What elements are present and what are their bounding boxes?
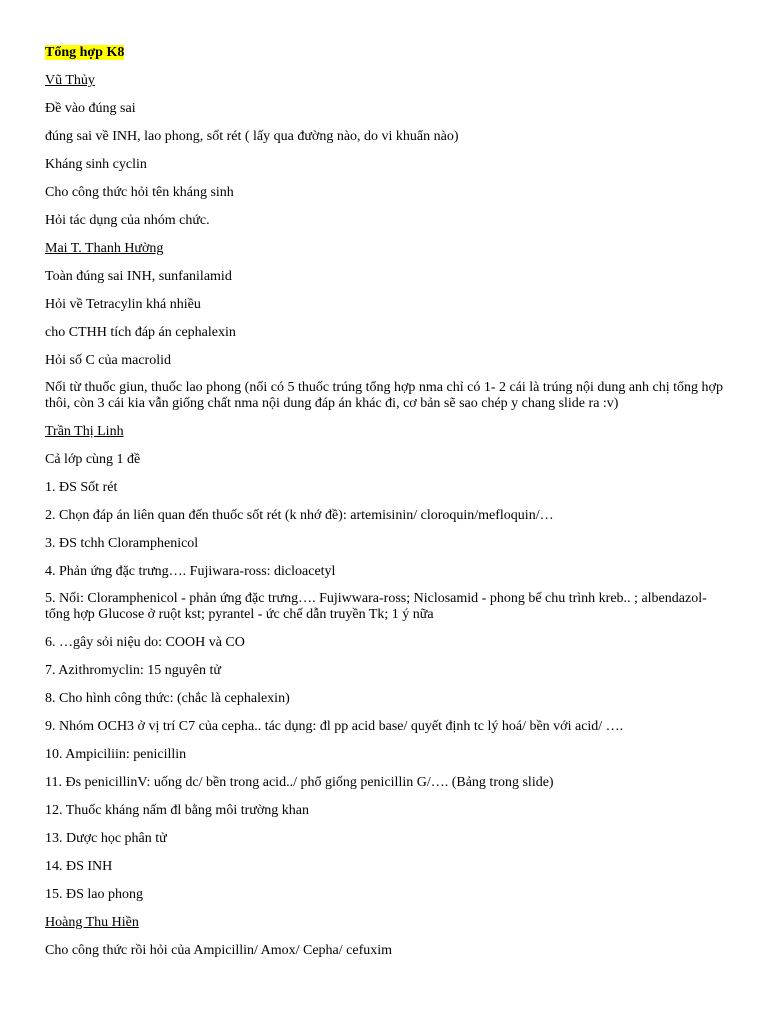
section-author: Hoàng Thu Hiền xyxy=(45,915,139,930)
section-author: Vũ Thủy xyxy=(45,73,95,88)
paragraph: Cho công thức hỏi tên kháng sinh xyxy=(45,185,234,200)
list-item: 14. ĐS INH xyxy=(45,859,113,874)
list-item: 10. Ampiciliin: penicillin xyxy=(45,747,187,762)
list-item: 3. ĐS tchh Cloramphenicol xyxy=(45,536,199,551)
paragraph: Cả lớp cùng 1 đề xyxy=(45,452,141,467)
paragraph: Hỏi số C của macrolid xyxy=(45,353,171,368)
document-title xyxy=(45,44,723,61)
list-item: 4. Phản ứng đặc trưng…. Fujiwara-ross: dicloacetyl xyxy=(45,564,336,579)
list-item: 15. ĐS lao phong xyxy=(45,887,143,902)
list-item: 12. Thuốc kháng nấm đl bằng môi trường khan xyxy=(45,803,309,818)
paragraph: Toàn đúng sai INH, sunfanilamid xyxy=(45,269,232,284)
paragraph: Kháng sinh cyclin xyxy=(45,157,147,172)
paragraph: Cho công thức rồi hỏi của Ampicillin/ Amox/ Cepha/ cefuxim xyxy=(45,943,393,958)
list-item: 9. Nhóm OCH3 ở vị trí C7 của cepha.. tác dụng: đl pp acid base/ quyết định tc lý hoá/ bền với acid/ …. xyxy=(45,719,624,734)
paragraph: Đề vào đúng sai xyxy=(45,101,136,116)
list-item: 7. Azithromyclin: 15 nguyên tử xyxy=(45,663,221,678)
paragraph: Hỏi tác dụng của nhóm chức. xyxy=(45,213,210,228)
paragraph: Hỏi về Tetracylin khá nhiều xyxy=(45,297,201,312)
list-item: 1. ĐS Sốt rét xyxy=(45,480,118,495)
list-item: 13. Dược học phân tử xyxy=(45,831,167,846)
list-item: 11. Đs penicillinV: uống dc/ bền trong acid../ phổ giống penicillin G/…. (Bảng trong slide) xyxy=(45,775,554,790)
document-title-text: Tổng hợp K8 xyxy=(45,45,125,60)
list-item: 5. Nối: Cloramphenicol - phản ứng đặc trưng…. Fujiwwara-ross; Niclosamid - phong bế chu trình kreb.. ; albendazol-tổng hợp Glucose ở ruột kst; pyrantel - ức chế dẫn truyền Tk; 1 ý nữa xyxy=(45,591,707,622)
list-item: 2. Chọn đáp án liên quan đến thuốc sốt rét (k nhớ đề): artemisinin/ cloroquin/mefloquin/… xyxy=(45,508,554,523)
section-author: Mai T. Thanh Hường xyxy=(45,241,164,256)
paragraph: cho CTHH tích đáp án cephalexin xyxy=(45,325,236,340)
section-author: Trần Thị Linh xyxy=(45,424,124,439)
list-item: 6. …gây sỏi niệu do: COOH và CO xyxy=(45,635,245,650)
paragraph: Nối từ thuốc giun, thuốc lao phong (nối có 5 thuốc trúng tổng hợp nma chỉ có 1- 2 cái là trúng nội dung anh chị tổng hợp thôi, còn 3 cái kia vẫn giống chất nma nội dung đáp án khác đi, cơ bản sẽ sao chép y chang slide ra :v) xyxy=(45,380,723,411)
list-item: 8. Cho hình công thức: (chắc là cephalexin) xyxy=(45,691,290,706)
paragraph: đúng sai về INH, lao phong, sốt rét ( lấy qua đường nào, do vi khuẩn nào) xyxy=(45,129,459,144)
